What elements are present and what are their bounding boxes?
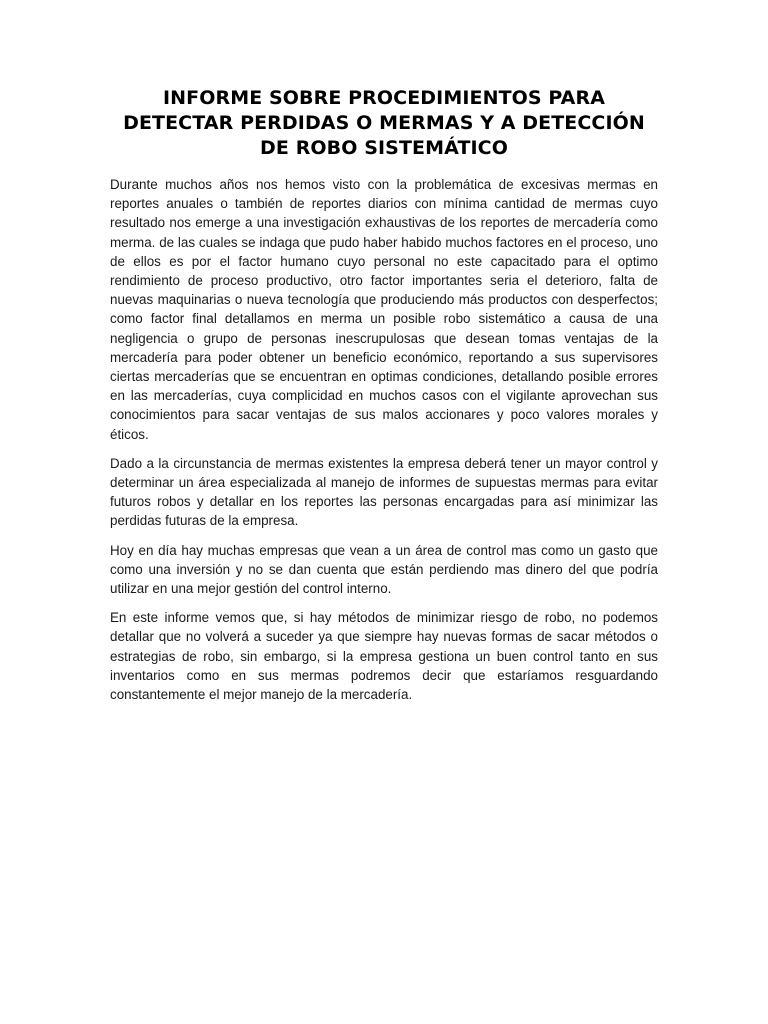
title-line: INFORME SOBRE PROCEDIMIENTOS PARA	[162, 87, 606, 109]
body-paragraph: Hoy en día hay muchas empresas que vean a un área de control mas como un gasto que como una inversión y no se dan cuenta que están perdiendo mas dinero del que podría utilizar en una mejor gestión del control interno.	[110, 542, 658, 597]
body-paragraph: En este informe vemos que, si hay métodos de minimizar riesgo de robo, no podemos detallar que no volverá a suceder ya que siempre hay nuevas formas de sacar métodos o estrategias de robo, sin embargo, si la empresa gestiona un buen control tanto en sus inventarios como en sus mermas podremos decir que estaríamos resguardando constantemente el mejor manejo de la mercadería.	[110, 610, 658, 703]
title-line: DE ROBO SISTEMÁTICO	[260, 137, 508, 159]
document-page	[110, 86, 658, 714]
document-title	[110, 86, 658, 161]
title-line: DETECTAR PERDIDAS O MERMAS Y A DETECCIÓN	[123, 112, 645, 134]
body-paragraph: Dado a la circunstancia de mermas existentes la empresa deberá tener un mayor control y determinar un área especializada al manejo de informes de supuestas mermas para evitar futuros robos y detallar en los reportes las personas encargadas para así minimizar las perdidas futuras de la empresa.	[110, 455, 658, 529]
body-paragraph: Durante muchos años nos hemos visto con la problemática de excesivas mermas en reportes anuales o también de reportes diarios con mínima cantidad de mermas cuyo resultado nos emerge a una investigación exhaustivas de los reportes de mercadería como merma. de las cuales se indaga que pudo haber habido muchos factores en el proceso, uno de ellos es por el factor humano cuyo personal no este capacitado para el optimo rendimiento de proceso productivo, otro factor importantes seria el deterioro, falta de nuevas maquinarias o nueva tecnología que produciendo más productos con desperfectos; como factor final detallamos en merma un posible robo sistemático a causa de una negligencia o grupo de personas inescrupulosas que desean tomas ventajas de la mercadería para poder obtener un beneficio económico, reportando a sus supervisores ciertas mercaderías que se encuentran en optimas condiciones, detallando posible errores en las mercaderías, cuya complicidad en muchos casos con el vigilante aprovechan sus conocimientos para sacar ventajas de sus malos accionares y poco valores morales y éticos.	[110, 177, 658, 442]
